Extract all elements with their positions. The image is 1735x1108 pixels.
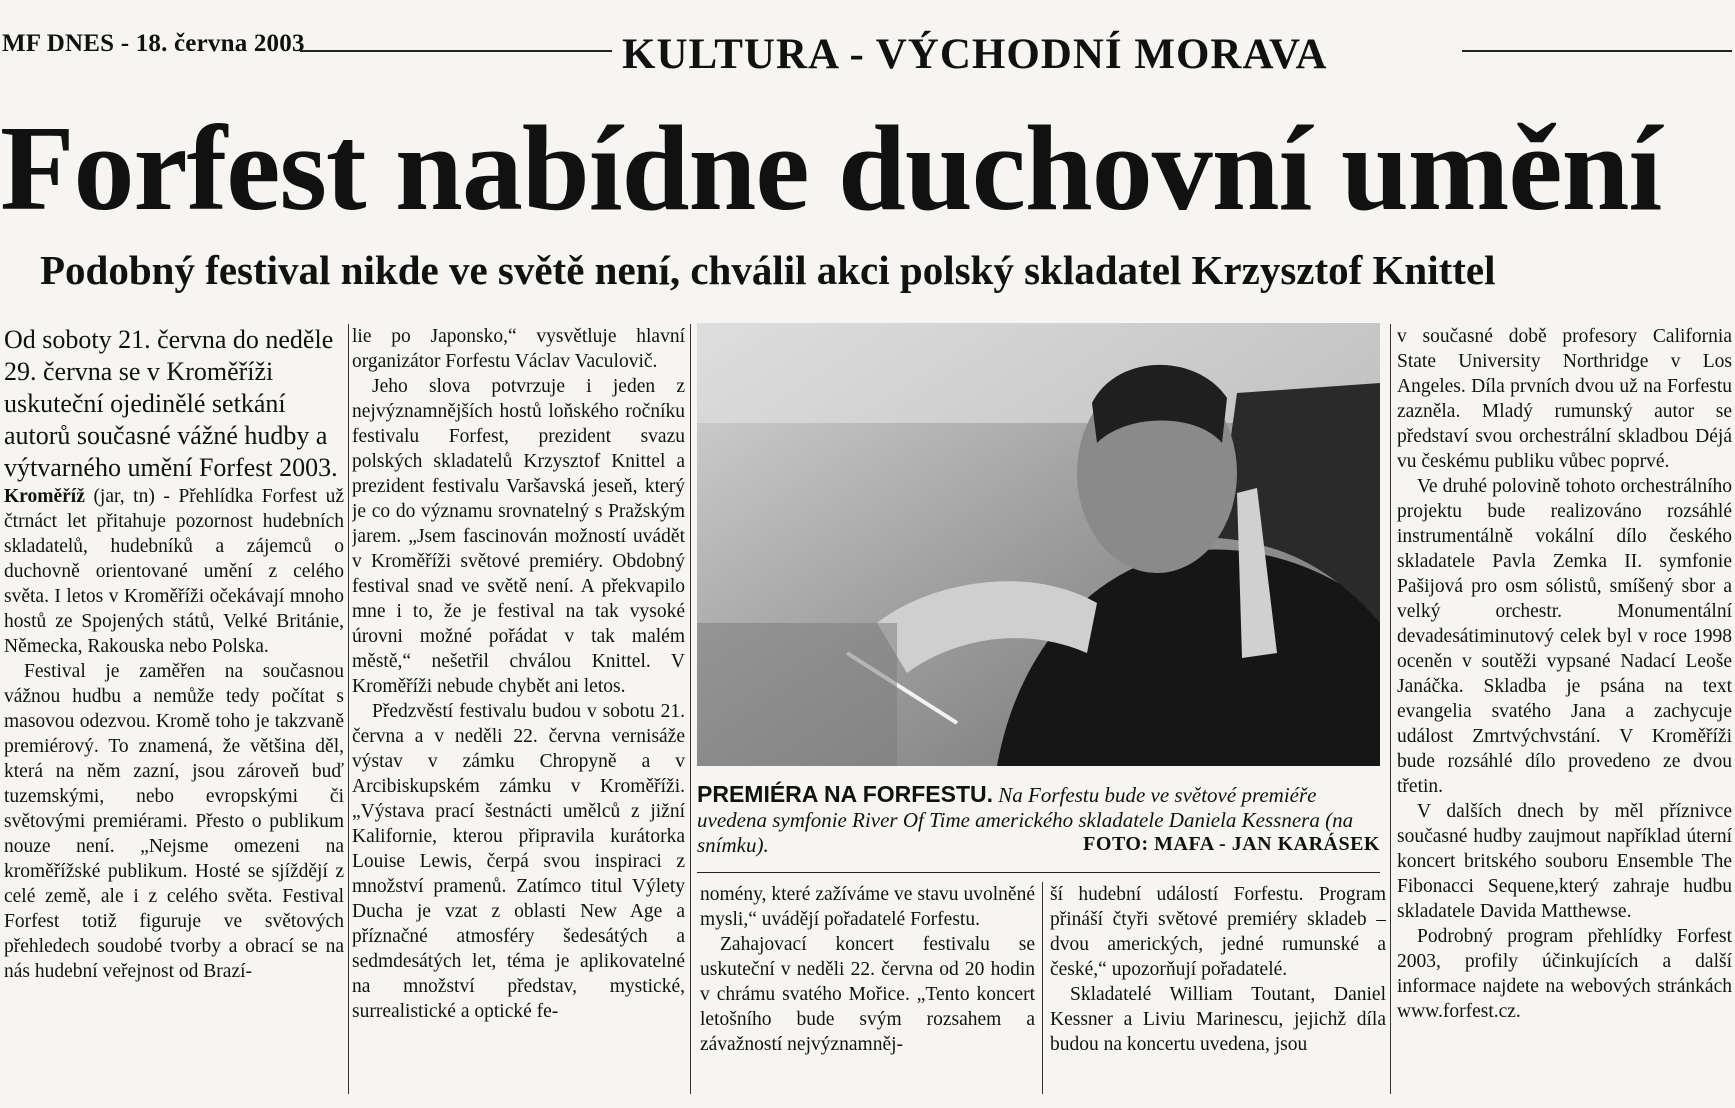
paragraph: Skladatelé William Toutant, Daniel Kessner a Liviu Marinescu, jejichž díla budou na koncertu uvedena, jsou <box>1050 984 1386 1055</box>
paragraph <box>4 484 344 659</box>
column-divider <box>1390 324 1391 1094</box>
article-column-3a <box>700 882 1035 1057</box>
article-column-4 <box>1397 324 1732 1024</box>
paragraph: ší hudební událostí Forfestu. Program přináší čtyři světové premiéry skladeb – dvou amerických, jedné rumunské a české,“ upozorňují pořadatelé. <box>1050 884 1386 980</box>
article-column-1 <box>4 324 344 984</box>
photo-credit: FOTO: MAFA - JAN KARÁSEK <box>1083 833 1380 855</box>
caption-rule <box>697 872 1380 873</box>
subheadline: Podobný festival nikde ve světě není, chválil akci polský skladatel Krzysztof Knittel <box>40 247 1496 293</box>
section-title: KULTURA - VÝCHODNÍ MORAVA <box>622 31 1328 78</box>
column-divider <box>1042 882 1043 1094</box>
masthead-rule-right <box>1462 50 1732 52</box>
article-column-3b <box>1050 882 1386 1057</box>
paragraph: Zahajovací koncert festivalu se uskuteční v neděli 22. června od 20 hodin v chrámu svatého Mořice. „Tento koncert letošního bude svým rozsahem a závažností nejvýznamněj- <box>700 934 1035 1055</box>
paragraph: Podrobný program přehlídky Forfest 2003, profily účinkujících a další informace najdete na webových stránkách www.forfest.cz. <box>1397 926 1732 1022</box>
photo-caption <box>697 782 1380 858</box>
masthead-rule-left <box>300 50 612 52</box>
conductor-photo <box>697 323 1380 766</box>
paper-date: MF DNES - 18. června 2003 <box>2 30 305 57</box>
caption-title: PREMIÉRA NA FORFESTU. <box>697 781 994 807</box>
paragraph: nomény, které zažíváme ve stavu uvolněné mysli,“ uvádějí pořadatelé Forfestu. <box>700 884 1035 930</box>
headline: Forfest nabídne duchovní umění <box>0 101 1662 236</box>
paragraph: lie po Japonsko,“ vysvětluje hlavní organizátor Forfestu Václav Vaculovič. <box>352 326 685 372</box>
column-divider <box>690 324 691 1094</box>
paragraph: V dalších dnech by měl příznivce současné hudby zaujmout například úterní koncert britského souboru Ensemble The Fibonacci Sequene,který zahraje hudbu skladatele Davida Matthewse. <box>1397 801 1732 922</box>
caption-text: Na Forfestu bude ve světové premiéře uvedena symfonie River Of Time amerického skladatele Daniela Kessnera (na snímku). <box>697 783 1354 857</box>
article-column-2 <box>352 324 685 1024</box>
paragraph: Jeho slova potvrzuje i jeden z nejvýznamnějších hostů loňského ročníku festivalu Forfest, prezident svazu polských skladatelů Krzysztof Knittel a prezident festivalu Varšavská jeseň, který je co do významu srovnatelný s Pražským jarem. „Jsem fascinován možností uvádět v Kroměříži světové premiéry. Obdobný festival snad ve světě není. A překvapilo mne i to, že je festival na tak vysoké úrovni možné pořádat v tak malém městě,“ nešetřil chválou Knittel. V Kroměříži nebude chybět ani letos. <box>352 376 685 697</box>
paragraph: Ve druhé polovině tohoto orchestrálního projektu bude realizováno rozsáhlé instrumentálně vokální dílo českého skladatele Pavla Zemka II. symfonie Pašijová pro osm sólistů, smíšený sbor a velký orchestr. Monumentální devadesátiminutový celek byl v roce 1998 oceněn v soutěži vypsané Nadací Leoše Janáčka. Skladba je psána na text evangelia svatého Jana a zachycuje událost Zmrtvýchvstání. V Kroměříži bude rozsáhlé dílo provedeno ze dvou třetin. <box>1397 476 1732 797</box>
column-divider <box>348 324 349 1094</box>
lead-paragraph: Od soboty 21. června do neděle 29. června se v Kroměříži uskuteční ojedinělé setkání autorů současné vážné hudby a výtvarného umění Forfest 2003. <box>4 325 338 482</box>
paragraph: v současné době profesory California State University Northridge v Los Angeles. Díla prvních dvou už na Forfestu zazněla. Mladý rumunský autor se představí svou orchestrální skladbou Déjá vu českému publiku vůbec poprvé. <box>1397 326 1732 472</box>
dateline: Kroměříž <box>4 486 85 507</box>
paragraph: Festival je zaměřen na současnou vážnou hudbu a nemůže tedy počítat s masovou odezvou. Kromě toho je takzvaně premiérový. To znamená, že většina děl, která na něm zazní, jsou zároveň buď tuzemskými, nebo evropskými či světovými premiérami. Přesto o publikum nouze není. „Nejsme omezeni na kroměřížské publikum. Hosté se sjíždějí z celé země, ale i z celého světa. Festival Forfest totiž figuruje ve světových přehledech soudobé tvorby a obrací se na nás hudební veřejnost od Brazí- <box>4 661 344 982</box>
paragraph-text: (jar, tn) - Přehlídka Forfest už čtrnáct let přitahuje pozornost hudebních skladatelů, hudebníků a zájemců o duchovně orientované umění z celého světa. I letos v Kroměříži očekávají mnoho hostů ze Spojených států, Velké Británie, Německa, Rakouska nebo Polska. <box>4 486 344 657</box>
paragraph: Předzvěstí festivalu budou v sobotu 21. června a v neděli 22. června vernisáže výstav v zámku Chropyně a v Arcibiskupském zámku v Kroměříži. „Výstava prací šestnácti umělců z jižní Kalifornie, kterou připravila kurátorka Louise Lewis, čerpá svou inspiraci z množství pramenů. Zatímco titul Výlety Ducha je vzat z oblasti New Age a příznačné atmosféry šedesátých a sedmdesátých let, téma je aplikovatelné na množství představ, mystické, surrealistické a optické fe- <box>352 701 685 1022</box>
